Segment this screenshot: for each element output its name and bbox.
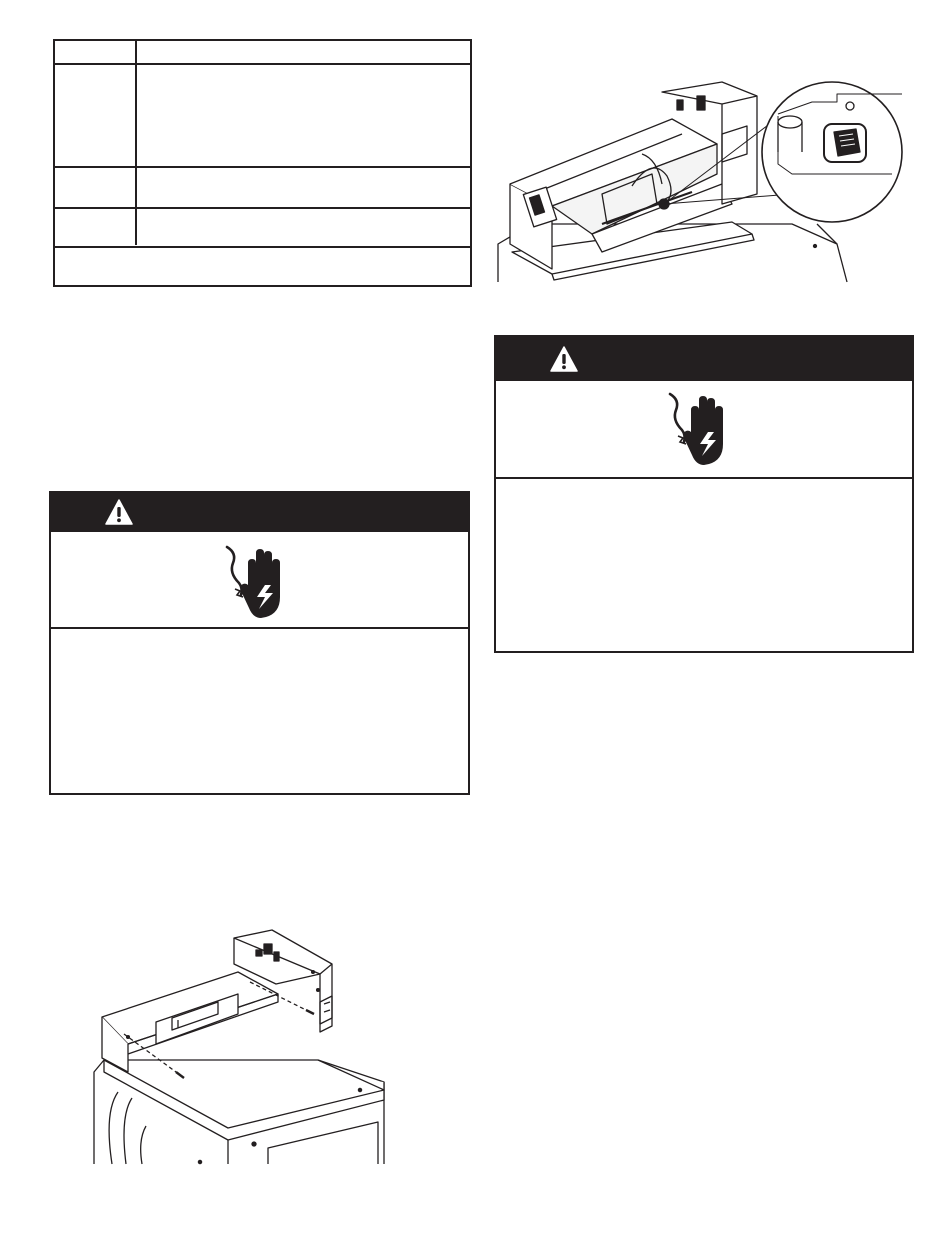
console-removal-illustration	[88, 922, 388, 1166]
warning-box-right	[494, 335, 914, 653]
electrical-shock-hand-icon	[664, 392, 736, 468]
warning-header-bar	[496, 337, 912, 381]
warning-triangle-icon	[550, 346, 578, 372]
warning-header-bar	[51, 493, 468, 532]
table-row-divider	[55, 63, 470, 65]
electrical-shock-hand-icon	[221, 545, 293, 621]
console-detail-illustration	[492, 74, 912, 284]
table-row-divider	[55, 246, 470, 248]
table-column-divider	[135, 41, 137, 245]
spec-table	[53, 39, 472, 287]
table-row-divider	[55, 166, 470, 168]
warning-triangle-icon	[105, 499, 133, 525]
warning-box-left	[49, 491, 470, 795]
warning-icon-row	[51, 532, 468, 629]
table-row-divider	[55, 207, 470, 209]
warning-icon-row	[496, 381, 912, 479]
